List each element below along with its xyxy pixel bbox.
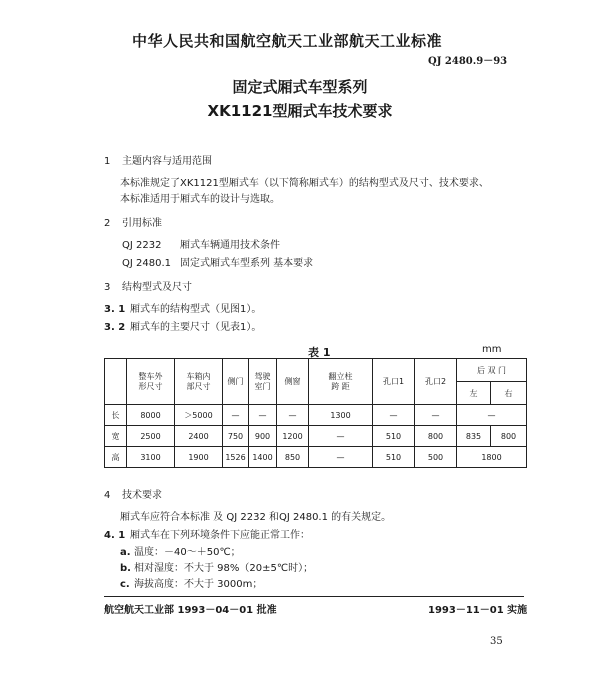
- clause-number: 4. 1: [104, 530, 126, 541]
- table-cell: 800: [491, 426, 527, 447]
- page-number: 35: [490, 636, 503, 647]
- reference-item: [122, 254, 313, 269]
- table-cell: —: [309, 447, 373, 468]
- clause-text: 厢式车的结构型式（见图1）。: [130, 304, 262, 315]
- section-number: 4: [104, 490, 111, 501]
- section-title: 主题内容与适用范围: [122, 156, 212, 167]
- section-1-paragraph-1: 本标准规定了XK1121型厢式车（以下简称厢式车）的结构型式及尺寸、技术要求、: [120, 178, 489, 189]
- section-title: 引用标准: [122, 218, 162, 229]
- table-cell: 510: [373, 447, 415, 468]
- row-label: 长: [105, 405, 127, 426]
- table-cell: —: [415, 405, 457, 426]
- header-cell: 翻立柱 跨 距: [309, 359, 373, 405]
- section-3-heading: [104, 278, 192, 293]
- row-label: 宽: [105, 426, 127, 447]
- doc-title-line1: 固定式厢式车型系列: [232, 78, 368, 96]
- clause-3-2: [104, 318, 261, 333]
- table-cell: 1526: [223, 447, 249, 468]
- standard-code: QJ 2480.9－93: [428, 56, 508, 67]
- table-row: [105, 447, 527, 468]
- condition-item: c. 海拔高度：不大于 3000m；: [120, 579, 263, 590]
- header-cell: 后 双 门: [457, 359, 527, 382]
- condition-item: b. 相对湿度：不大于 98%（20±5℃时）；: [120, 563, 314, 574]
- table-cell: 1400: [249, 447, 277, 468]
- reference-name: 固定式厢式车型系列 基本要求: [180, 258, 314, 269]
- section-4-paragraph: 厢式车应符合本标准 及 QJ 2232 和QJ 2480.1 的有关规定。: [120, 512, 392, 523]
- doc-title-line2: XK1121型厢式车技术要求: [207, 102, 393, 120]
- effective-date: 1993－11－01 实施: [428, 605, 528, 616]
- footer-rule: [104, 596, 524, 597]
- table-cell: 1800: [457, 447, 527, 468]
- row-label: 高: [105, 447, 127, 468]
- approval-note: 航空航天工业部 1993－04－01 批准: [104, 605, 277, 616]
- clause-number: 3. 1: [104, 304, 126, 315]
- table-cell: 510: [373, 426, 415, 447]
- table-cell: ＞5000: [175, 405, 223, 426]
- table-cell: —: [457, 405, 527, 426]
- table-cell: 835: [457, 426, 491, 447]
- table-cell: 3100: [127, 447, 175, 468]
- header-cell: 整车外 形尺寸: [127, 359, 175, 405]
- dimensions-table: [104, 358, 527, 468]
- condition-item: a. 温度：－40～＋50℃；: [120, 547, 241, 558]
- header-cell: 左: [457, 382, 491, 405]
- table-unit: mm: [482, 344, 502, 355]
- table-row: [105, 426, 527, 447]
- table-cell: 1200: [277, 426, 309, 447]
- table-cell: 800: [415, 426, 457, 447]
- corner-cell: [105, 359, 127, 405]
- table-row: [105, 405, 527, 426]
- issuing-authority: 中华人民共和国航空航天工业部航天工业标准: [132, 32, 443, 50]
- reference-code: QJ 2480.1: [122, 258, 171, 269]
- header-cell: 右: [491, 382, 527, 405]
- clause-number: 3. 2: [104, 322, 126, 333]
- table-cell: 1300: [309, 405, 373, 426]
- table-cell: 2400: [175, 426, 223, 447]
- section-number: 2: [104, 218, 111, 229]
- header-cell: 孔口1: [373, 359, 415, 405]
- table-cell: —: [309, 426, 373, 447]
- table-cell: —: [249, 405, 277, 426]
- header-cell: 侧门: [223, 359, 249, 405]
- section-2-heading: [104, 214, 162, 229]
- table-cell: 2500: [127, 426, 175, 447]
- table-cell: 500: [415, 447, 457, 468]
- table-cell: 8000: [127, 405, 175, 426]
- header-cell: 孔口2: [415, 359, 457, 405]
- section-title: 结构型式及尺寸: [122, 282, 192, 293]
- table-cell: —: [277, 405, 309, 426]
- section-number: 3: [104, 282, 111, 293]
- table-cell: 750: [223, 426, 249, 447]
- section-1-heading: [104, 152, 212, 167]
- section-4-heading: [104, 486, 162, 501]
- table-cell: 1900: [175, 447, 223, 468]
- reference-code: QJ 2232: [122, 240, 162, 251]
- reference-item: [122, 236, 280, 251]
- section-title: 技术要求: [122, 490, 162, 501]
- clause-4-1: [104, 526, 310, 541]
- clause-3-1: [104, 300, 261, 315]
- clause-text: 厢式车的主要尺寸（见表1）。: [130, 322, 262, 333]
- table-title: 表 1: [308, 346, 331, 359]
- header-cell: 车箱内 部尺寸: [175, 359, 223, 405]
- section-number: 1: [104, 156, 111, 167]
- table-cell: 900: [249, 426, 277, 447]
- reference-name: 厢式车辆通用技术条件: [180, 240, 280, 251]
- header-cell: 侧窗: [277, 359, 309, 405]
- header-cell: 驾驶 室门: [249, 359, 277, 405]
- table-cell: —: [373, 405, 415, 426]
- section-1-paragraph-2: 本标准适用于厢式车的设计与选取。: [120, 194, 280, 205]
- clause-text: 厢式车在下列环境条件下应能正常工作：: [130, 530, 310, 541]
- table-cell: —: [223, 405, 249, 426]
- table-header-row: [105, 359, 527, 382]
- table-cell: 850: [277, 447, 309, 468]
